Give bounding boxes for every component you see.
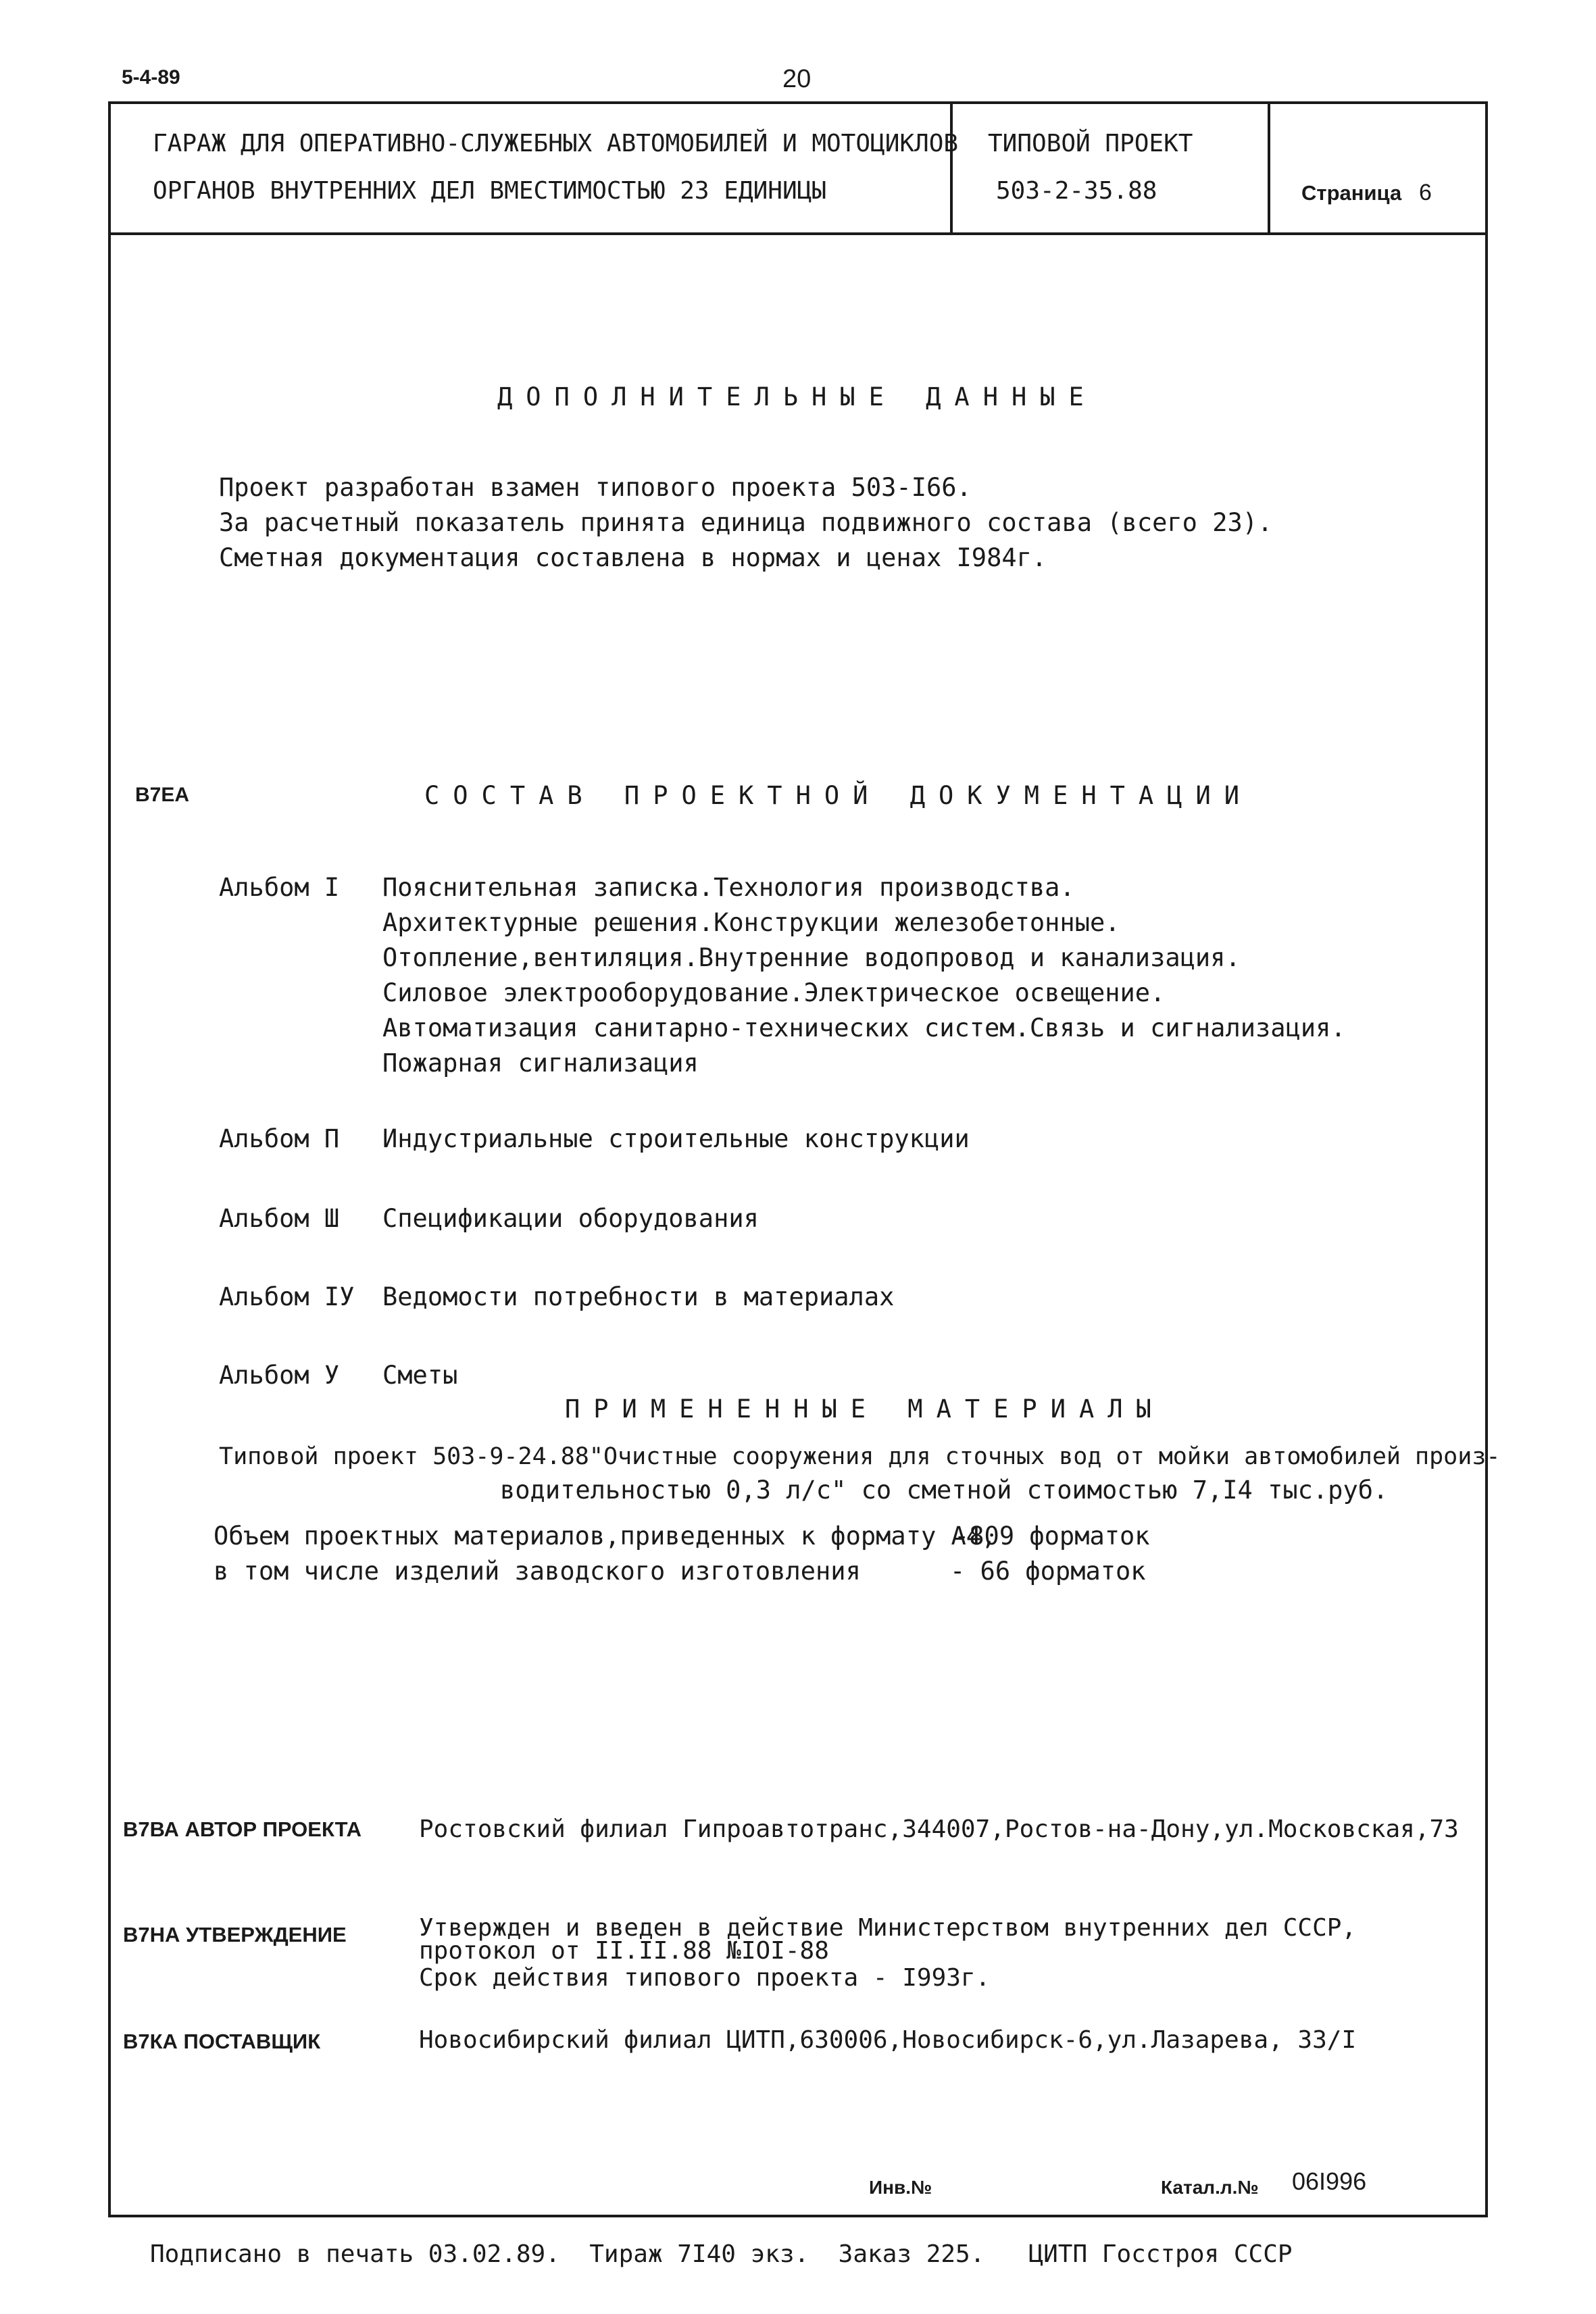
album-line: Отопление,вентиляция.Внутренние водопровод и канализация. (382, 943, 1241, 972)
album-label: Альбом I (219, 873, 340, 902)
factory-value: - 66 форматок (950, 1557, 1146, 1586)
applied-line-1: Типовой проект 503-9-24.88"Очистные сооружения для сточных вод от мойки автомобилей произ- (219, 1443, 1501, 1470)
album-line: Ведомости потребности в материалах (382, 1282, 895, 1311)
album-line: Силовое электрооборудование.Электрическое освещение. (382, 978, 1166, 1007)
factory-label: в том числе изделий заводского изготовления (214, 1557, 861, 1586)
header-title-line2: ОРГАНОВ ВНУТРЕННИХ ДЕЛ ВМЕСТИМОСТЬЮ 23 ЕДИНИЦЫ (153, 177, 826, 205)
supplier-text: Новосибирский филиал ЦИТП,630006,Новосибирск-6,ул.Лазарева, 33/I (419, 2026, 1357, 2054)
approval-label: В7НА УТВЕРЖДЕНИЕ (123, 1923, 347, 1946)
supplier-label: В7КА ПОСТАВЩИК (123, 2030, 321, 2053)
page-number: 20 (782, 65, 812, 93)
album-line: Спецификации оборудования (382, 1204, 759, 1233)
additional-line-3: Сметная документация составлена в нормах и ценах I984г. (219, 543, 1047, 572)
catalog-value: 06I996 (1292, 2167, 1367, 2195)
additional-line-1: Проект разработан взамен типового проекта 503-I66. (219, 473, 972, 502)
inventory-label: Инв.№ (869, 2177, 932, 2198)
catalog-label: Катал.л.№ (1161, 2177, 1259, 2198)
project-number: 503-2-35.88 (996, 177, 1157, 205)
album-line: Пожарная сигнализация (382, 1049, 699, 1078)
approval-line-1: Утвержден и введен в действие Министерством внутренних дел СССР, (419, 1914, 1357, 1942)
album-label: Альбом П (219, 1124, 340, 1153)
album-label: Альбом IУ (219, 1282, 355, 1311)
composition-heading: СОСТАВ ПРОЕКТНОЙ ДОКУМЕНТАЦИИ (424, 781, 1253, 810)
applied-line-2: водительностью 0,3 л/с" со сметной стоимостью 7,I4 тыс.руб. (500, 1476, 1389, 1505)
author-text: Ростовский филиал Гипроавтотранс,344007,Ростов-на-Дону,ул.Московская,73 (419, 1815, 1459, 1843)
print-footer: Подписано в печать 03.02.89. Тираж 7I40 экз. Заказ 225. ЦИТП Госстроя СССР (150, 2240, 1293, 2268)
volume-value: -809 форматок (954, 1521, 1150, 1551)
album-label: Альбом Ш (219, 1204, 340, 1233)
page-label: Страница (1301, 181, 1402, 205)
composition-code: В7ЕА (135, 784, 190, 806)
album-line: Пояснительная записка.Технология производства. (382, 873, 1075, 902)
album-label: Альбом У (219, 1361, 340, 1390)
additional-heading: ДОПОЛНИТЕЛЬНЫЕ ДАННЫЕ (497, 382, 1097, 411)
additional-line-2: За расчетный показатель принята единица подвижного состава (всего 23). (219, 508, 1273, 537)
page-value: 6 (1419, 180, 1432, 205)
album-line: Архитектурные решения.Конструкции железобетонные. (382, 908, 1120, 937)
margin-note: 5-4-89 (122, 66, 180, 89)
album-line: Сметы (382, 1361, 458, 1390)
album-line: Автоматизация санитарно-технических систем.Связь и сигнализация. (382, 1013, 1346, 1042)
volume-label: Объем проектных материалов,приведенных к формату А4, (214, 1521, 997, 1551)
project-label: ТИПОВОЙ ПРОЕКТ (988, 130, 1193, 157)
header-title-line1: ГАРАЖ ДЛЯ ОПЕРАТИВНО-СЛУЖЕБНЫХ АВТОМОБИЛЕЙ И МОТОЦИКЛОВ (153, 130, 959, 157)
approval-line-3: Срок действия типового проекта - I993г. (419, 1964, 991, 1992)
approval-line-2: протокол от II.II.88 №IOI-88 (419, 1937, 829, 1965)
album-line: Индустриальные строительные конструкции (382, 1124, 970, 1153)
applied-heading: ПРИМЕНЕННЫЕ МАТЕРИАЛЫ (565, 1394, 1165, 1424)
author-label: В7ВА АВТОР ПРОЕКТА (123, 1817, 362, 1841)
